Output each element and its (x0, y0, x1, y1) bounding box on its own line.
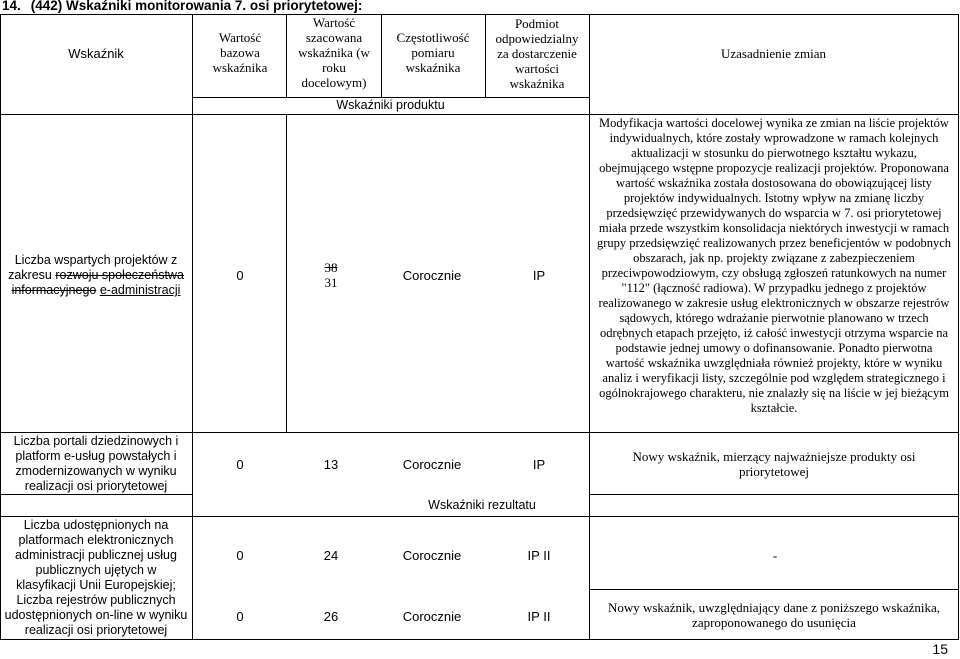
row2-base-value: 0 (236, 457, 244, 472)
row3-estimated-value: 24 (323, 548, 339, 563)
col-header-estimated-value: Wartość szacowana wskaźnika (w roku docelowym) (298, 15, 370, 90)
row1-base-value: 0 (236, 268, 244, 283)
row2-indicator: Liczba portali dziedzinowych i platform e-usług powstałych i zmodernizowanych w wyniku realizacji osi priorytetowej (13, 434, 179, 493)
section-label-result: Wskaźniki rezultatu (428, 498, 536, 512)
row3-base-value: 0 (236, 548, 244, 563)
col-header-frequency: Częstotliwość pomiaru wskaźnika (396, 30, 470, 75)
row1-justification: Modyfikacja wartości docelowej wynika ze zmian na liście projektów indywidualnych, które zostały wprowadzone w ramach kolejnych aktualizacji w stosunku do pierwotnego kształtu wykazu, obejmującego wstępne propozycje realizacji projektów. Proponowana wartość wskaźnika została dostosowana do obowiązującej listy projektów indywidualnych. Istotny wpływ na zmianę liczby przedsięwzięć przewidywanych do wsparcia w 7. osi priorytetowej miała przede wszystkim konsolidacja niektórych inwestycji w ramach grupy przedsięwzięć realizowanych przez beneficjentów w podobnych obszarach, jak np. projekty związane z zabezpieczeniem przeciwpowodziowym, czy obsługą zgłoszeń ratunkowych na numer "112" (łączność radiowa). W przypadku jednego z projektów realizowanego w zakresie usług elektronicznych w obszarze rejestrów sądowych, którego wdrażanie pierwotnie planowano w trzech odrębnych etapach przejęto, iż całość inwestycji otrzyma wsparcie na podstawie jednej umowy o dofinansowanie. Ponadto pierwotna wartość wskaźnika uwzględniała również projekty, które w wyniku analiz i weryfikacji listy, szczególnie pod względem strategicznego i ogólnokrajowego charakteru, nie znalazły się na liście w jej bieżącym kształcie. (596, 116, 951, 415)
col-header-justification: Uzasadnienie zmian (720, 46, 827, 61)
row4-provider: IP II (527, 609, 551, 624)
section-heading (2, 0, 362, 13)
page-number: 15 (932, 641, 948, 657)
row2-provider: IP (532, 457, 546, 472)
row4-estimated-value: 26 (323, 609, 339, 624)
row3-provider: IP II (527, 548, 551, 563)
heading-number: 14. (2, 0, 21, 13)
row2-estimated-value: 13 (323, 457, 339, 472)
col-header-provider: Podmiot odpowiedzialny za dostarczenie wartości wskaźnika (495, 16, 579, 91)
section-label-product: Wskaźniki produktu (336, 98, 445, 112)
col-header-indicator: Wskaźnik (68, 46, 124, 61)
row3-indicator: Liczba udostępnionych na platformach elektronicznych administracji publicznej usług publicznych ujętych w klasyfikacji Unii Europejskiej; (15, 518, 177, 592)
row1-indicator-removed-text: rozwoju społeczeństwa informacyjnego (11, 268, 184, 297)
row1-frequency: Corocznie (402, 268, 462, 283)
row4-base-value: 0 (236, 609, 244, 624)
row1-estimated-value (316, 260, 346, 290)
row2-justification: Nowy wskaźnik, mierzący najważniejsze produkty osi priorytetowej (632, 449, 916, 479)
row4-frequency: Corocznie (402, 609, 462, 624)
row1-indicator-prefix: Liczba wspartych projektów z zakresu (8, 253, 178, 282)
row3-frequency: Corocznie (402, 548, 462, 563)
row1-estimated-new: 31 (324, 275, 338, 290)
row1-provider: IP (532, 268, 546, 283)
row1-indicator (4, 253, 188, 298)
row1-indicator-added-text: e-administracji (99, 283, 181, 297)
heading-text: (442) Wskaźniki monitorowania 7. osi priorytetowej: (30, 0, 363, 13)
row2-frequency: Corocznie (402, 457, 462, 472)
col-header-base-value: Wartość bazowa wskaźnika (212, 30, 268, 75)
row4-justification: Nowy wskaźnik, uwzględniający dane z poniższego wskaźnika, zaproponowanego do usunięcia (607, 600, 941, 630)
row4-indicator: Liczba rejestrów publicznych udostępnionych on-line w wyniku realizacji osi priorytetowej (4, 593, 188, 637)
row3-justification: - (772, 548, 778, 563)
row1-estimated-old: 38 (324, 260, 338, 275)
